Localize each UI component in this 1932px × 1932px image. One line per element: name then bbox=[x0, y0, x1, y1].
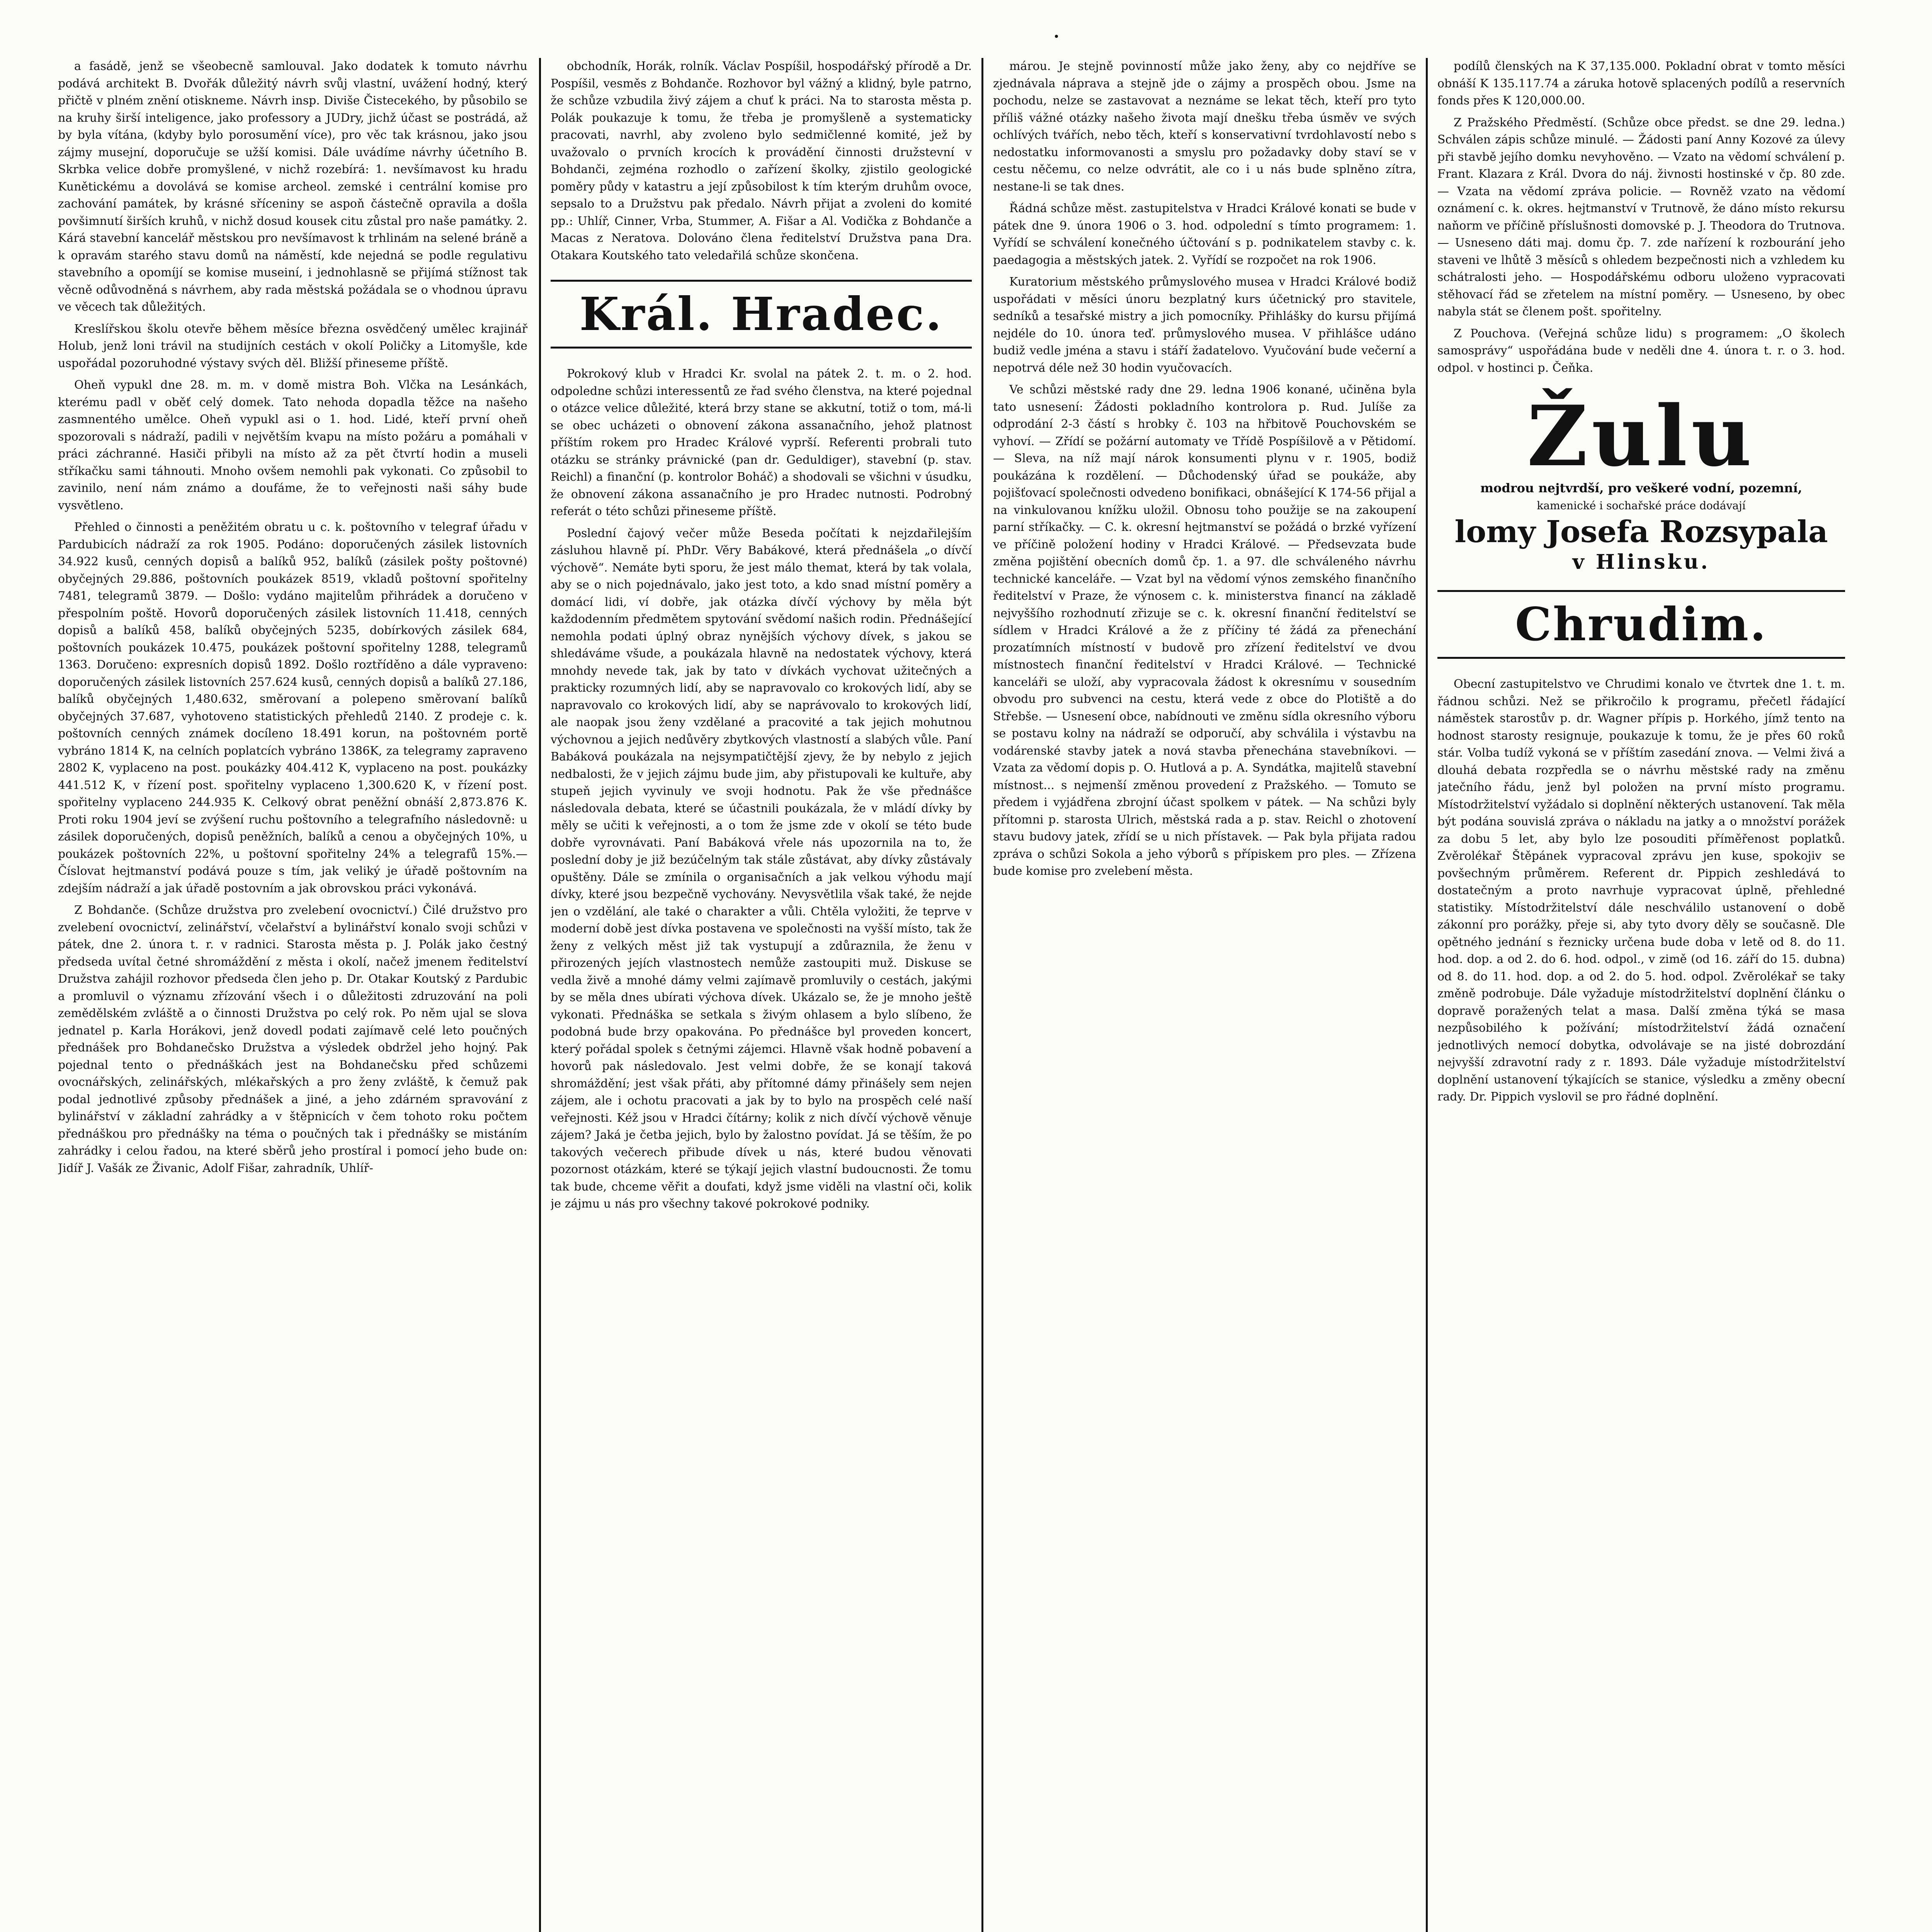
article-kreslirska-skola: Kreslířskou školu otevře během měsíce března osvědčený umělec krajinář Holub, jenž loni trávil na studijních cestách v okolí Poličky a Litomyšle, kde uspořádal pozoruhodné výstavy svých děl. Bližší přineseme příště. bbox=[58, 322, 527, 370]
article-kuratorium: Kuratorium městského průmyslového musea v Hradci Králové bodiž uspořádati v měsíci únoru bezplatný kurs účetnický pro stavitele, sedníků a tesařské mistry a jich pomocníky. Přihlášky do kursu přijímá nejdéle do 10. února teď. průmyslového musea. V přihlášce udáno budiž vedle jména a stavu i stáří žadatelovo. Vyučování bude večerní a nepotrvá déle než 30 hodin vyučovacích. bbox=[993, 275, 1416, 375]
article-z-pouchova: Z Pouchova. (Veřejná schůze lidu) s programem: „O školech samosprávy“ uspořádána bude v neděli dne 4. února t. r. o 3. hod. odpol. v hostinci p. Čeňka. bbox=[1437, 327, 1845, 375]
column-rule bbox=[1426, 58, 1428, 1932]
ad-company: lomy Josefa Rozsypala bbox=[1454, 514, 1828, 549]
column-3 bbox=[993, 58, 1416, 1932]
section-heading-kral-hradec: Král. Hradec. bbox=[551, 280, 972, 349]
ad-line: modrou nejtvrdší, pro veškeré vodní, pozemní, bbox=[1480, 481, 1802, 495]
article-radna-schuze: Řádná schůze měst. zastupitelstva v Hradci Králové konati se bude v pátek dne 9. února 1906 o 3. hod. odpolední s tímto programem: 1. Vyřídí se schválení konečného účtování s p. podnikatelem stavby c. k. paedagogia a městských jatek. 2. Vyřídí se rozpočet na rok 1906. bbox=[993, 202, 1416, 267]
article-obecni-zastupitelstvo: Obecní zastupitelstvo ve Chrudimi konalo ve čtvrtek dne 1. t. m. řádnou schůzi. Než se přikročilo k programu, přečetl řádající náměstek starostův p. dr. Wagner přípis p. Horkého, jímž tento na hodnost starosty resignuje, poukazuje k tomu, že je přes 60 roků stár. Volba tudíž vykoná se v příštím zasedání znova. — Velmi živá a dlouhá debata rozpředla se o návrhu městské rady na změnu jatečního řádu, jenž byl položen na první místo programu. Místodržitelství vyžádalo si doplnění některých ustanovení. Tak měla být podána souvislá zpráva o nákladu na jatky a o množství porážek za dobu 5 let, aby bylo lze posouditi příměřenost poplatků. Zvěrolékař Štěpánek vypracoval zprávu jen kuse, spokojiv se povšechným průměrem. Referent dr. Pippich zeshledává to dostatečným a proto navrhuje vypracovat úplně, přehledné statistiky. Místodržitelství dále neschválilo ustanovení o době zákonní pro porážky, přeje si, aby tyto dvory děly se současně. Dle opětného jednání s řeznicky určena bude doba v letě od 8. do 11. hod. dop. a od 2. do 6. hod. odpol., v zimě (od 16. září do 15. dubna) od 8. do 11. hod. dop. a od 2. do 5. hod. odpol. Zvěrolékař se taky změně podrobuje. Dále vyžaduje místodržitelství doplnění článku o dopravě poražených telat a masa. Další změna týká se masa nezpůsobilého k požívání; místodržitelství žádá označení jednotlivých nemocí dobytka, odvolávaje se na jisté dobrozdání nejvyšší zdravotní rady z r. 1893. Dále vyžaduje místodržitelství doplnění ustanovení týkajících se stanice, výsledku a změny obecní rady. Dr. Pippich vyslovil se pro řádné doplnění. bbox=[1437, 677, 1845, 1104]
article-ohen: Oheň vypukl dne 28. m. m. v domě mistra Boh. Vlčka na Lesánkách, kterému padl v oběť celý domek. Tato nehoda dopadla těžce na našeho zasmnentého umělce. Oheň vypukl asi o 1. hod. Lidé, kteří první oheň spozorovali s nádraží, padili v největším kvapu na místo požáru a pomáhali v práci záchranné. Hasiči přibyli na místo až za pět čtvrtí hodin a museli stříkačku sami táhnouti. Mnoho ovšem nemohli pak vykonati. Co způsobil to zavinilo, není nám známo a doufáme, že to veřejnosti naši sáhy bude vysvětleno. bbox=[58, 378, 527, 512]
article-pokladna: podílů členských na K 37,135.000. Pokladní obrat v tomto měsíci obnáší K 135.117.74 a záruka hotově splacených podílů a reservních fonds přes K 120,000.00. bbox=[1437, 60, 1845, 107]
article-zeny-continued: márou. Je stejně povinností může jako ženy, aby co nejdříve se zjednávala náprava a stejně jde o zájmy a prospěch obou. Jsme na pochodu, nelze se zastavovat a neznáme se lekat těch, kteří pro tyto příliš vážné otázky našeho života mají dnešku třeba úsměv ve svých ochlívých tvářích, nebo těch, kteří s konservativní tvrdohlavostí nebo s nedostatku informovanosti a smyslu pro požadavky doby staví se v cestu něčemu, co nelze odvrátit, ale co i u nás bude splněno zítra, nestane-li se tak dnes. bbox=[993, 60, 1416, 194]
column-4 bbox=[1437, 58, 1845, 1932]
column-rule bbox=[539, 58, 541, 1932]
article-z-bohdance: Z Bohdanče. (Schůze družstva pro zvelebení ovocnictví.) Čilé družstvo pro zvelebení ovocnictví, zelinářství, včelařství a bylinářství konalo svoji schůzi v pátek, dne 2. února t. r. v radnici. Starosta města p. J. Polák jako čestný předseda uvítal četné shromáždění z města i okolí, načež jmenem ředitelství Družstva zahájil rozhovor předseda člen jeho p. Dr. Otakar Koutský z Pardubic a promluvil o významu zřízování všech i o důležitosti zdruzování na poli zemědělském zvláště a o činnosti Družstva po celý rok. Po něm ujal se slova jednatel p. Karla Horákovi, jenž dovedl podati zajímavě celé leto poučných přednášek pro Bohdanečsko Družstva a výsledek obdržel jeho hojný. Pak pojednal tento o přednáškách jest na Bohdanečsku před schůzemi ovocnářských, zelinářských, mlékařských a pro ženy zvláště, k čemuž pak podal jednotlivé způsoby přednášek a jiné, a jeho zdárném spravování z bylinářství v základní zahrádky a v štěpnicích v čem tohoto roku počtem přednáškou pro přednášky na téma o poučných tak i přednášky se mistáním zahrádky i celou řadou, na které sběrů jeho prostíral i pomocí jeho bude on: Jidíř J. Vašák ze Živanic, Adolf Fišar, zahradník, Uhlíř- bbox=[58, 903, 527, 1175]
column-2 bbox=[551, 58, 972, 1932]
article-schuze-mestske-rady: Ve schůzi městské rady dne 29. ledna 1906 konané, učiněna byla tato usnesení: Žádosti pokladního kontrolora p. Rud. Julíše za odprodání 2-3 částí s hrobky č. 103 na hřbitově Pouchovském se vyhoví. — Zřídí se požární automaty ve Třídě Pospíšilově a v Pětidomí. — Sleva, na níž mají nárok konsumenti plynu v r. 1905, bodiž poukázána k rozdělení. — Důchodenský úřad se poukáže, aby pojišťovací společnosti odvedeno bonifikaci, obnášející K 174-56 přijal a na vinkulovanou knížku uložil. Obnosu toho použije se na zakoupení parní stříkačky. — C. k. okresní hejtmanství se požádá o brzké vyřízení ve příčině položení hodiny v Hradci Králové. — Předsevzata bude změna pojištění obecních domů čp. 1. a 97. dle schváleného návrhu technické kanceláře. — Vzat byl na vědomí výnos zemského finančního ředitelství v Praze, že výnosem c. k. ministerstva financí na základě nejvyššího rozhodnutí zřizuje se c. k. okresní finanční ředitelství se sídlem v Hradci Králové a že z příčiny té žádá za přenechání prozatímních místností v budově pro zřízení ředitelství ve dvou místnostech finanční ředitelství v Hradci Králové. — Technické kanceláři se uloží, aby vypracovala žádost k okresnímu v sousedním obvodu pro subvenci na cestu, která vede z obce do Plotiště a do Střebše. — Usnesení obce, nabídnouti ve změnu sídla okresního výboru se postavu kolny na nádraží se odporučí, aby schválila i výstavbu na vodárenské stavby jatek a nová stavba přenechána stavebníkovi. — Vzata za vědomí dopis p. O. Hutlová a p. A. Syndátka, majitelů stavební místnost... s nejmenší změnou provedení z Pražského. — Tomuto se předem i vyjádřena zbrojní účast spolkem v pátek. — Na schůzi byly přítomni p. starosta Ulrich, městská rada a p. stav. Reichl o zhotovení stavu budovy jatek, zřídí se u nich přístavek. — Pak byla přijata radou zpráva o schůzi Sokola a jeho výborů s přípiskem pro ples. — Zřízena bude komise pro zvelebení města. bbox=[993, 383, 1416, 878]
ad-line: kamenické i sochařské práce dodávají bbox=[1537, 499, 1746, 512]
article-bohdanec-continued: obchodník, Horák, rolník. Václav Pospíšil, hospodářský přírodě a Dr. Pospíšil, vesměs z Bohdanče. Rozhovor byl vážný a klidný, byle patrno, že schůze vzbudila živý zájem a chuť k práci. Na to starosta města p. Polák poukazuje k tomu, že třeba je promyšleně a systematicky pracovati, navrhl, aby zvoleno bylo sedmičlenné komité, jež by uvažovalo o prvních krocích k provádění činnosti družstevní v Bohdanči, zejména rozhodlo o zařízení školky, zjistilo geologické poměry půdy v katastru a její způsobilost k tím kterým druhům ovoce, sepsalo to a Družstvu pak předalo. Návrh přijat a zvoleni do komité pp.: Uhlíř, Cinner, Vrba, Stummer, A. Fišar a Al. Vodička z Bohdanče a Macas z Neratova. Dolováno člena ředitelství Družstva pana Dra. Otakara Koutského tato veledařilá schůze skončena. bbox=[551, 60, 972, 262]
article-prazske-predmesti: Z Pražského Předměstí. (Schůze obce předst. se dne 29. ledna.) Schválen zápis schůze minulé. — Žádosti paní Anny Kozové za úlevy při stavbě jejího domku nevyhověno. — Vzato na vědomí schválení p. Frant. Klazara z Král. Dvora do náj. živnosti hostinské v čp. 80 zde. — Vzata na vědomí zpráva policie. — Rovněž vzato na vědomí oznámení c. k. okres. hejtmanství v Trutnově, že dáno místo rekursu naňorm ve příčině příslušnosti domovské p. J. Theodora do Trutnova. — Usneseno dáti maj. domu čp. 7. zde nařízení k rozbourání jeho staveni ve lhůtě 3 měsíců s ohledem bezpečnosti nich a vzhledem ku schátralosti jeho. — Hospodářskému odboru uloženo vypracovati stěhovací řád se zřetelem na místní poměry. — Usneseno, by obec nabyla stát se členem pošt. spořitelny. bbox=[1437, 116, 1845, 318]
article-postovni-prehled: Přehled o činnosti a peněžitém obratu u c. k. poštovního v telegraf úřadu v Pardubicích nádraží za rok 1905. Podáno: doporučených zásilek listovních 34.922 kusů, cenných dopisů a balíků 952, balíků (zásilek pošty poštovné) obyčejných 29.886, poštovních poukázek 8519, vkladů poštovní spořitelny 7481, telegramů 3879. — Došlo: vydáno majitelům přihrádek a doručeno v přespolním poště. Hovorů doporučených zásilek listovních 11.418, cenných dopisů a balíků 458, balíků obyčejných 5235, dobírkových zásilek 684, poštovních poukázek 10.475, poukázek poštovní spořitelny 1288, telegramů 1363. Doručeno: expresních dopisů 1892. Došlo roztříděno a dále vypraveno: doporučených zásilek listovních 257.624 kusů, cenných dopisů a balíků 27.186, balíků obyčejných 1,480.632, směrovaní a polepeno směrovaní balíků obyčejných 37.687, vyhotoveno statistických přehledů 2140. Z prodeje c. k. poštovních cenných známek docíleno 18.491 korun, na poštovném portě vybráno 1814 K, na celních poplatcích vybráno 1386K, za telegramy zapraveno 2802 K, vyplaceno na post. poukázky 404.412 K, vyplaceno na post. poukázky 441.512 K, v řízení post. spořitelny vyplaceno 1,300.620 K, v řízení post. spořitelny vyplaceno 244.935 K. Celkový obrat peněžní obnáší 2,873.876 K. Proti roku 1904 jeví se zvýšení ruchu poštovního a telegrafního následovně: u zásilek doporučených, dopisů peněžních, balíků a cenou a obyčejných 10%, u poukázek poštovních 22%, u poštovní spořitelny 24% a telegrafů 15%.— Číslovat hejtmanství podává pouze s tím, jak veliký je úřadě poštovním na zdejším nádraží a jak úřadě postovním a jak obrovskou práci vykonává. bbox=[58, 520, 527, 895]
section-heading-chrudim: Chrudim. bbox=[1437, 590, 1845, 659]
ad-location: v Hlinsku. bbox=[1572, 550, 1710, 574]
article-cajovy-vecer: Poslední čajový večer může Beseda počítati k nejzdařilejším zásluhou hlavně pí. PhDr. Věry Babákové, která přednášela „o dívčí výchově“. Nemáte byti sporu, že jest málo themat, která by tak volala, aby se o nich pojednávalo, jako jest toto, a kdo snad místní poměry a domácí lidi, ví dobře, jak otázka dívčí výchovy by měla být každodenním předmětem spytování svědomí našich rodin. Přednášející nemohla podati úplný obraz nynějších výchovy dívek, s jakou se shledáváme všude, a poukázala hlavně na nedostatek výchovy, která mnohdy nevede tak, jak by tato v dívkách vychovat užitečných a prakticky rozumných lidí, aby se napravovalo co krokových lidí, aby se napravovalo co krokových lidí, aby se naprávovalo to krokových lidí, ale naopak jsou ženy vzdělané a pracovité a tak jejich mohutnou výchovnou a jejich nedůvěry zbytkových vlastností a slabých vůle. Paní Babáková poukázala na nejsympatičtější zjevy, že by nebylo z jejich nedbalosti, že v jejich zájmu bude jim, aby přistupovali ke kultuře, aby stupeň jejich vyvinuly ve svoji hodnotu. Pak že vše přednášce následovala debata, které se účastnili poukázala, že v mládí dívky by měly se učiti k veřejnosti, a o tom že jsme zde v okolí se této bude dobře vyrovnávati. Paní Babáková vřele nás upozornila na to, že poslední doby je již bezúčelným tak stále zůstávat, aby dívky zůstávaly opuštěny. Dále se zmínila o organisačních a jak velkou výhodu mají dívky, které jsou bezpečně vychovány. Nevysvětlila však také, že nejde jen o vzdělání, ale také o charakter a vůli. Chtěla vyložiti, že teprve v moderní době jest dívka postavena ve společnosti na vyšší místo, tak že ženy z velkých měst již tak vystupují a zdůraznila, že ženu v přirozených jejích vlastnostech nemůže zastoupiti muž. Diskuse se vedla živě a mnohé dámy velmi zajímavě promluvily o cestách, jakými by se měla dnes ubírati výchova dívek. Ukázalo se, že je mnoho ještě vykonati. Přednáška se setkala s živým ohlasem a bylo slíbeno, že podobná bude brzy opakována. Po přednášce byl proveden koncert, který pořádal spolek s četnými zájemci. Hlavně však hodně pobavení a hovorů pak následovalo. Jest velmi dobře, že se konají taková shromáždění; jest však přáti, aby přítomné dámy přinášely sem nejen zájem, ale i ochotu pracovati a jak by to bylo na prospěch celé naší veřejnosti. Kéž jsou v Hradci čítárny; kolik z nich dívčí výchově věnuje zájem? Jaká je četba jejich, bylo by žalostno povídat. Já se těším, že po takových večerech přibude dívek u nás, které budou věnovati pozornost otázkám, které se týkají jejich vlastní budoucnosti. Že tomu tak bude, chceme věřit a doufati, když jsme viděli na vlastní oči, kolik je zájmu u nás pro všechny takové pokrokové podniky. bbox=[551, 526, 972, 1211]
ad-title: Žulu bbox=[1527, 387, 1756, 485]
printer-mark bbox=[1055, 35, 1058, 38]
article-fasada: a fasádě, jenž se všeobecně samlouval. Jako dodatek k tomuto návrhu podává architekt B. Dvořák důležitý návrh svůj vlastní, uvážení hodný, který přičtě v plném znění otiskneme. Návrh insp. Diviše Čistecekého, by působilo se na kruhy širší inteligence, jako professory a JUDry, jichž účast se postrádá, až by byla vítána, (kdyby bylo porosumění více), pro věc tak krásnou, jako jsou zájmy musejní, doporučuje se užší komisi. Dále uvádíme návrhy účetního B. Skrbka velice dobře promyšlené, v nichž rozebírá: 1. nevšímavost ku hradu Kunětickému a dovolává se komise archeol. zemské i centrální komise pro zachování památek, by krásné sříceniny se aspoň částečně opravila a došla povšimnutí širších kruhů, v nichž dosud kousek citu zůstal pro naše památky. 2. Kárá stavební kancelář městskou pro nevšímavost k trhlinám na selené bráně a k opravám starého stavu domů na náměstí, kde nejedná se podle regulativu stavebního a opomíjí se komise museiní, i jednohlasně se přijímá stížnost tak věcně odůvodněná s návrhem, aby rada městská požádala se o vhodnou úpravu ve věcech tak důležitých. bbox=[58, 60, 527, 314]
advertisement-zula bbox=[1437, 387, 1845, 575]
column-1 bbox=[58, 58, 527, 1932]
column-rule bbox=[981, 58, 983, 1932]
article-pokrokovy-klub: Pokrokový klub v Hradci Kr. svolal na pátek 2. t. m. o 2. hod. odpoledne schůzi interessentů ze řad svého členstva, na které pojednal o otázce velice důležité, která brzy stane se akkutní, totiž o tom, má-li se obec ucházeti o obnovení zákona assanačního, jehož platnost příštím rokem pro Hradec Králové vyprší. Referenti probrali tuto otázku se stránky právnické (pan dr. Geduldiger), stavební (p. stav. Reichl) a finanční (p. kontrolor Boháč) a shodovali se všichni v úsudku, že obnovení zákona assanačního je pro Hradec nutnosti. Podrobný referát o této schůzi přineseme příště. bbox=[551, 367, 972, 518]
